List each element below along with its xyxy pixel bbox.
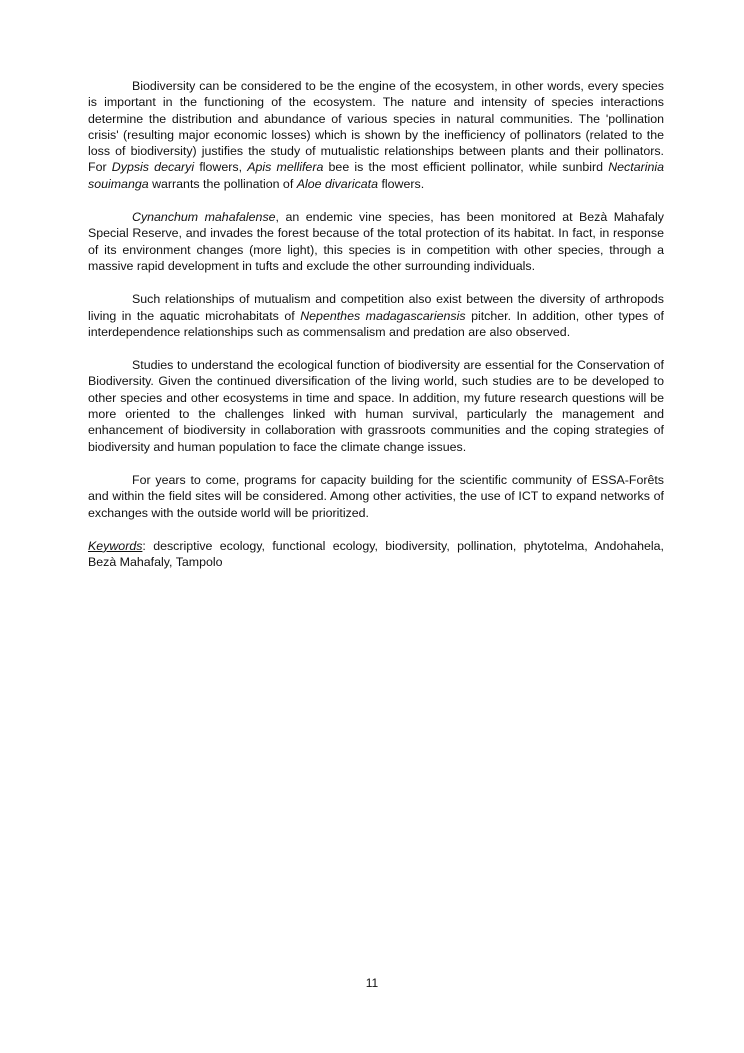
species-name: Apis mellifera xyxy=(247,160,324,175)
species-name: Nepenthes madagascariensis xyxy=(300,308,466,323)
text-segment: For years to come, programs for capacity building for the scientific community of ESSA-Forêts and within the field sites will be considered. Among other activities, the use of ICT to expand networks of exchanges with the outside world will be prioritized. xyxy=(88,472,664,520)
text-segment: warrants the pollination of xyxy=(148,176,297,191)
text-segment: flowers. xyxy=(378,176,425,191)
text-segment: Biodiversity can be considered to be the engine of the ecosystem, in other words, every species is important in the functioning of the ecosystem. The nature and intensity of species interactions determine the distribution and abundance of various species in natural communities. The 'pollination crisis' (resulting major economic losses) which is shown by the inefficiency of pollinators (related to the loss of biodiversity) justifies the study of mutualistic relationships between plants and their pollinators. For xyxy=(88,79,664,175)
species-name: Nectarinia souimanga xyxy=(88,160,665,191)
paragraph-cynanchum xyxy=(88,209,664,274)
text-segment: bee is the most efficient pollinator, while sunbird xyxy=(323,160,609,175)
paragraph-studies xyxy=(88,357,664,455)
keywords-label: Keywords xyxy=(88,538,143,553)
page-number: 11 xyxy=(365,976,379,990)
paragraph-nepenthes xyxy=(88,291,664,340)
species-name: Aloe divaricata xyxy=(296,176,378,191)
paragraph-biodiversity-intro xyxy=(88,78,664,192)
keywords-line xyxy=(88,538,664,571)
species-name: Dypsis decaryi xyxy=(111,160,195,175)
document-body xyxy=(88,78,664,570)
paragraph-capacity-building xyxy=(88,472,664,521)
keywords-text: : descriptive ecology, functional ecology, biodiversity, pollination, phytotelma, Andohahela, Bezà Mahafaly, Tampolo xyxy=(88,538,664,570)
text-segment: Such relationships of mutualism and competition also exist between the diversity of arthropods living in the aquatic microhabitats of xyxy=(88,292,664,323)
text-segment: flowers, xyxy=(194,160,248,175)
text-segment: , an endemic vine species, has been monitored at Bezà Mahafaly Special Reserve, and invades the forest because of the total protection of its habitat. In fact, in response of its environment changes (more light), this species is in competition with other species, through a massive rapid development in tufts and exclude the other surrounding individuals. xyxy=(88,210,664,273)
species-name: Cynanchum mahafalense xyxy=(132,210,276,225)
text-segment: pitcher. In addition, other types of interdependence relationships such as commensalism and predation are also observed. xyxy=(88,308,664,339)
text-segment: Studies to understand the ecological function of biodiversity are essential for the Conservation of Biodiversity. Given the continued diversification of the living world, such studies are to be developed to other species and other ecosystems in time and space. In addition, my future research questions will be more oriented to the challenges linked with human survival, particularly the management and enhancement of biodiversity in collaboration with grassroots communities and the coping strategies of biodiversity and human population to face the climate change issues. xyxy=(88,358,664,454)
